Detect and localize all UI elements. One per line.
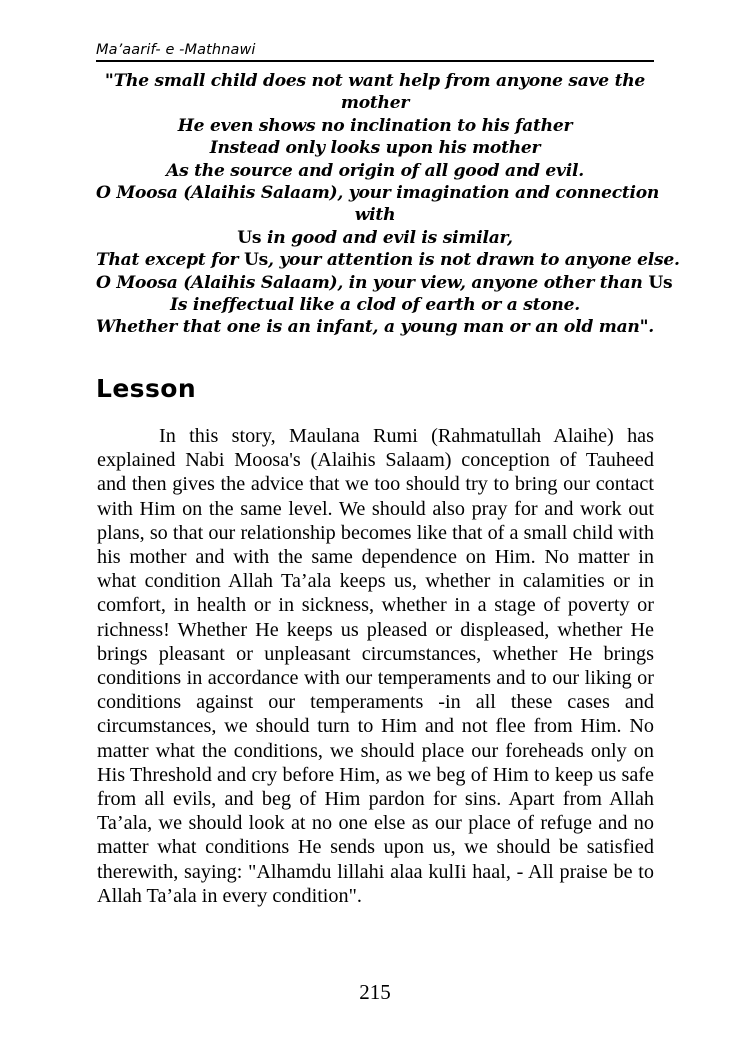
verse-line: O Moosa (Alaihis Salaam), your imagination and connection: [96, 183, 660, 204]
verse-line: [96, 227, 654, 249]
verse-block: [96, 70, 680, 339]
verse-line-text: in good and evil is similar,: [261, 227, 513, 248]
verse-line-text: , your attention is not drawn to anyone else.: [267, 250, 680, 271]
verse-line: [96, 249, 680, 271]
verse-line-text: That except for: [96, 250, 244, 271]
verse-line: Is ineffectual like a clod of earth or a stone.: [170, 295, 580, 316]
verse-line: He even shows no inclination to his father: [177, 115, 573, 136]
verse-emphasis-us: Us: [237, 227, 262, 248]
running-header: [96, 42, 654, 62]
verse-line: As the source and origin of all good and evil.: [166, 160, 584, 181]
verse-line: Whether that one is an infant, a young man or an old man".: [96, 317, 654, 338]
lesson-heading: Lesson: [96, 374, 197, 403]
verse-line-text: O Moosa (Alaihis Salaam), in your view, anyone other than: [96, 272, 649, 293]
lesson-body: [97, 424, 654, 908]
verse-emphasis-us: Us: [648, 272, 673, 293]
page-number: 215: [359, 980, 391, 1004]
running-header-title: Ma’aarif- e -Mathnawi: [96, 42, 256, 58]
verse-line: with: [354, 205, 396, 226]
lesson-paragraph: In this story, Maulana Rumi (Rahmatullah Alaihe) has explained Nabi Moosa's (Alaihis Salaam) conception of Tauheed and then gives the advice that we too should try to bring our contact with Him on the same level. We should also pray for and work out plans, so that our relationship becomes like that of a small child with his mother and with the same dependence on Him. No matter in what condition Allah Ta’ala keeps us, whether in calamities or in comfort, in health or in sickness, whether in a stage of poverty or richness! Whether He keeps us pleased or displeased, whether He brings pleasant or unpleasant circumstances, whether He brings conditions in accordance with our temperaments and to our liking or conditions against our temperaments -in all these cases and circumstances, we should turn to Him and not flee from Him. No matter what the conditions, we should place our foreheads only on His Threshold and cry before Him, as we beg of Him to keep us safe from all evils, and beg of Him pardon for sins. Apart from Allah Ta’ala, we should look at no one else as our place of refuge and no matter what conditions He sends upon us, we should be satisfied therewith, saying: "Alhamdu lillahi alaa kulIi haal, - All praise be to Allah Ta’ala in every condition".: [97, 425, 654, 907]
verse-line: Instead only looks upon his mother: [209, 138, 541, 159]
verse-line: "The small child does not want help from anyone save the: [104, 71, 646, 91]
verse-line: [96, 272, 673, 294]
verse-emphasis-us: Us: [243, 250, 268, 271]
verse-line: mother: [340, 93, 410, 114]
